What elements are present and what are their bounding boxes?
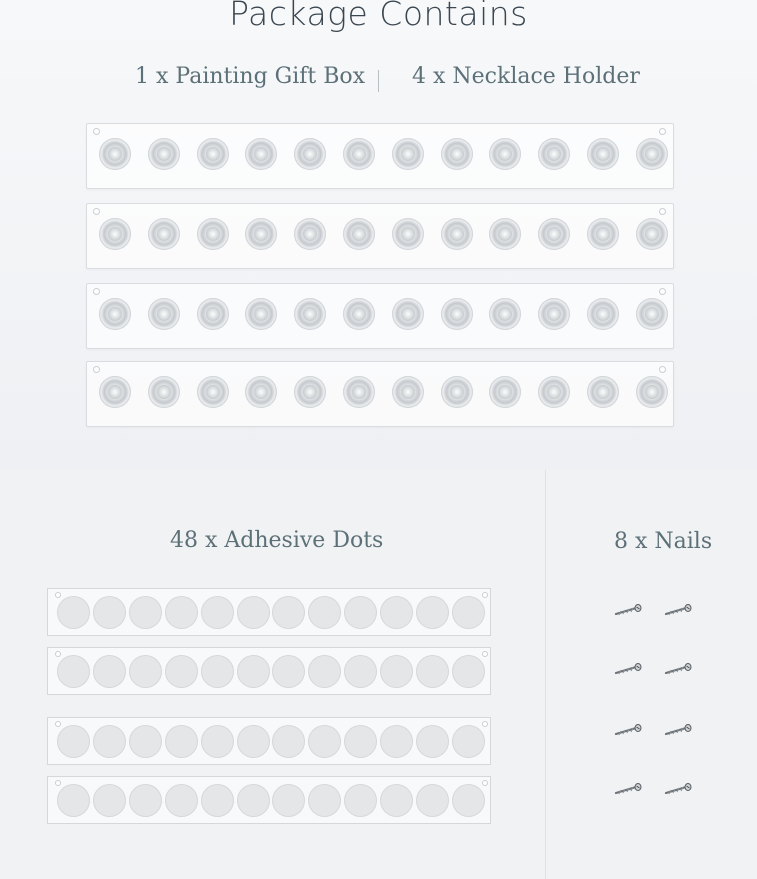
adhesive-dot-icon — [380, 655, 413, 688]
adhesive-dot-icon — [452, 596, 485, 629]
adhesive-dot-icon — [129, 655, 162, 688]
crystal-knob-icon — [197, 298, 229, 330]
adhesive-dot-icon — [165, 655, 198, 688]
nail-icon — [614, 603, 644, 617]
crystal-knob-icon — [245, 298, 277, 330]
crystal-knob-icon — [148, 138, 180, 170]
adhesive-dot-icon — [237, 725, 270, 758]
crystal-knob-icon — [197, 376, 229, 408]
adhesive-dot-icon — [344, 784, 377, 817]
adhesive-dot-icon — [57, 725, 90, 758]
crystal-knob-icon — [636, 218, 668, 250]
adhesive-dot-icon — [452, 784, 485, 817]
crystal-knob-icon — [294, 138, 326, 170]
label-separator — [378, 70, 379, 92]
adhesive-dot-strip — [47, 717, 491, 765]
crystal-knob-icon — [343, 138, 375, 170]
crystal-knob-icon — [538, 298, 570, 330]
adhesive-dot-icon — [308, 725, 341, 758]
crystal-knob-icon — [489, 376, 521, 408]
adhesive-dot-icon — [93, 655, 126, 688]
adhesive-dot-icon — [272, 596, 305, 629]
crystal-knob-icon — [392, 376, 424, 408]
adhesive-dot-icon — [237, 596, 270, 629]
adhesive-dot-icon — [93, 725, 126, 758]
crystal-knob-icon — [538, 138, 570, 170]
crystal-knob-icon — [99, 138, 131, 170]
mounting-hole-icon — [659, 208, 666, 215]
mounting-hole-icon — [93, 366, 100, 373]
mounting-hole-icon — [659, 288, 666, 295]
mounting-hole-icon — [55, 721, 61, 727]
crystal-knob-icon — [294, 298, 326, 330]
adhesive-dot-icon — [201, 655, 234, 688]
mounting-hole-icon — [482, 780, 488, 786]
crystal-knob-icon — [441, 298, 473, 330]
crystal-knob-icon — [245, 376, 277, 408]
necklace-holder-strip — [86, 283, 674, 349]
crystal-knob-icon — [392, 218, 424, 250]
crystal-knob-icon — [587, 218, 619, 250]
adhesive-dot-icon — [416, 725, 449, 758]
mounting-hole-icon — [482, 721, 488, 727]
crystal-knob-icon — [489, 138, 521, 170]
crystal-knob-icon — [197, 138, 229, 170]
nail-icon — [664, 603, 694, 617]
crystal-knob-icon — [538, 376, 570, 408]
necklace-holder-strip — [86, 123, 674, 189]
crystal-knob-icon — [294, 218, 326, 250]
adhesive-dot-icon — [237, 655, 270, 688]
crystal-knob-icon — [587, 298, 619, 330]
mounting-hole-icon — [93, 208, 100, 215]
adhesive-dot-icon — [416, 784, 449, 817]
nail-icon — [664, 723, 694, 737]
adhesive-dot-icon — [344, 596, 377, 629]
nail-icon — [664, 782, 694, 796]
crystal-knob-icon — [245, 138, 277, 170]
adhesive-dot-icon — [57, 655, 90, 688]
adhesive-dots-label: 48 x Adhesive Dots — [170, 528, 384, 553]
nail-icon — [614, 723, 644, 737]
adhesive-dot-icon — [57, 596, 90, 629]
crystal-knob-icon — [343, 298, 375, 330]
nails-label: 8 x Nails — [614, 529, 713, 554]
crystal-knob-icon — [636, 376, 668, 408]
crystal-knob-icon — [148, 376, 180, 408]
adhesive-dot-icon — [380, 784, 413, 817]
adhesive-dot-icon — [272, 655, 305, 688]
adhesive-dot-icon — [237, 784, 270, 817]
mounting-hole-icon — [55, 592, 61, 598]
adhesive-dot-icon — [93, 596, 126, 629]
adhesive-dot-icon — [416, 596, 449, 629]
crystal-knob-icon — [392, 138, 424, 170]
necklace-holder-label: 4 x Necklace Holder — [412, 64, 640, 89]
adhesive-dot-icon — [201, 784, 234, 817]
necklace-holder-strip — [86, 361, 674, 427]
adhesive-dot-icon — [129, 725, 162, 758]
mounting-hole-icon — [659, 128, 666, 135]
adhesive-dot-icon — [129, 784, 162, 817]
crystal-knob-icon — [587, 376, 619, 408]
nail-icon — [614, 662, 644, 676]
adhesive-dot-strip — [47, 776, 491, 824]
mounting-hole-icon — [55, 780, 61, 786]
adhesive-dot-icon — [165, 784, 198, 817]
adhesive-dot-icon — [344, 725, 377, 758]
gift-box-label: 1 x Painting Gift Box — [135, 64, 366, 89]
crystal-knob-icon — [148, 218, 180, 250]
crystal-knob-icon — [538, 218, 570, 250]
necklace-holder-strip — [86, 203, 674, 269]
crystal-knob-icon — [343, 376, 375, 408]
adhesive-dot-icon — [201, 596, 234, 629]
crystal-knob-icon — [99, 218, 131, 250]
adhesive-dot-icon — [380, 596, 413, 629]
page-title: Package Contains — [229, 0, 528, 33]
adhesive-dot-icon — [308, 784, 341, 817]
adhesive-dot-icon — [93, 784, 126, 817]
crystal-knob-icon — [636, 298, 668, 330]
adhesive-dot-icon — [308, 596, 341, 629]
crystal-knob-icon — [99, 376, 131, 408]
mounting-hole-icon — [482, 592, 488, 598]
nail-icon — [614, 782, 644, 796]
nail-icon — [664, 662, 694, 676]
adhesive-dot-icon — [308, 655, 341, 688]
crystal-knob-icon — [197, 218, 229, 250]
adhesive-dot-strip — [47, 647, 491, 695]
adhesive-dot-icon — [380, 725, 413, 758]
crystal-knob-icon — [489, 298, 521, 330]
mounting-hole-icon — [93, 128, 100, 135]
adhesive-dot-icon — [57, 784, 90, 817]
adhesive-dot-icon — [201, 725, 234, 758]
adhesive-dot-icon — [416, 655, 449, 688]
crystal-knob-icon — [489, 218, 521, 250]
crystal-knob-icon — [441, 218, 473, 250]
adhesive-dot-icon — [129, 596, 162, 629]
adhesive-dot-icon — [165, 725, 198, 758]
adhesive-dot-icon — [272, 725, 305, 758]
adhesive-dot-icon — [452, 655, 485, 688]
crystal-knob-icon — [441, 138, 473, 170]
crystal-knob-icon — [99, 298, 131, 330]
crystal-knob-icon — [636, 138, 668, 170]
crystal-knob-icon — [587, 138, 619, 170]
crystal-knob-icon — [441, 376, 473, 408]
adhesive-dot-icon — [452, 725, 485, 758]
adhesive-dot-icon — [344, 655, 377, 688]
adhesive-dot-icon — [272, 784, 305, 817]
mounting-hole-icon — [93, 288, 100, 295]
crystal-knob-icon — [245, 218, 277, 250]
adhesive-dot-strip — [47, 588, 491, 636]
crystal-knob-icon — [343, 218, 375, 250]
crystal-knob-icon — [294, 376, 326, 408]
mounting-hole-icon — [55, 651, 61, 657]
mounting-hole-icon — [659, 366, 666, 373]
crystal-knob-icon — [148, 298, 180, 330]
mounting-hole-icon — [482, 651, 488, 657]
adhesive-dot-icon — [165, 596, 198, 629]
crystal-knob-icon — [392, 298, 424, 330]
